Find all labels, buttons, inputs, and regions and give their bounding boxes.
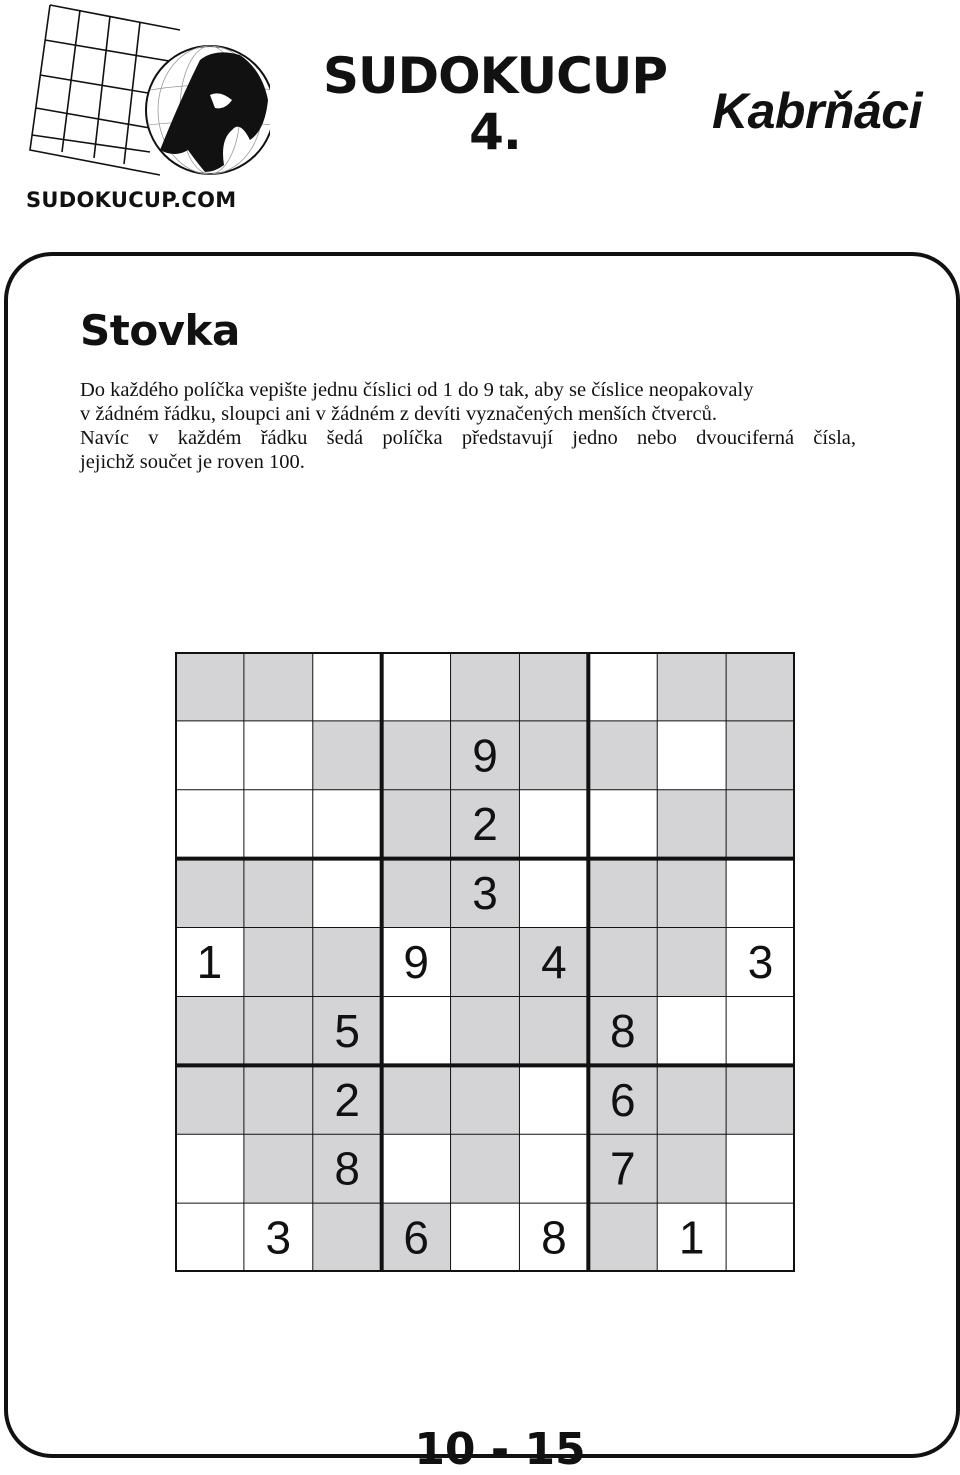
given-digit: 2 — [472, 798, 498, 851]
grid-cell-shaded[interactable] — [588, 1203, 657, 1272]
given-digit: 9 — [472, 729, 498, 782]
grid-cell[interactable] — [726, 859, 795, 928]
grid-cell-shaded[interactable] — [313, 721, 382, 790]
given-digit: 2 — [334, 1073, 361, 1126]
grid-cell[interactable] — [244, 721, 313, 790]
grid-cell[interactable] — [588, 790, 657, 859]
grid-cell-shaded[interactable] — [657, 928, 726, 997]
grid-cell-shaded[interactable] — [657, 1065, 726, 1134]
grid-cell-shaded[interactable] — [175, 859, 244, 928]
grid-cell-shaded[interactable] — [244, 1134, 313, 1203]
grid-cell[interactable] — [175, 1203, 244, 1272]
grid-cell-shaded[interactable] — [244, 1065, 313, 1134]
grid-cell-shaded[interactable] — [175, 1065, 244, 1134]
grid-cell[interactable] — [726, 1134, 795, 1203]
grid-cell[interactable] — [657, 721, 726, 790]
grid-cell[interactable] — [313, 652, 382, 721]
grid-cell[interactable] — [175, 1134, 244, 1203]
grid-cell-shaded[interactable] — [726, 790, 795, 859]
grid-cell[interactable] — [657, 996, 726, 1065]
grid-cell-shaded[interactable] — [519, 721, 588, 790]
given-digit: 3 — [472, 867, 498, 920]
grid-cell[interactable] — [519, 859, 588, 928]
grid-cell[interactable] — [726, 996, 795, 1065]
grid-cell-shaded[interactable] — [175, 996, 244, 1065]
given-digit: 6 — [403, 1211, 429, 1264]
given-digit: 6 — [609, 1073, 636, 1126]
team-name: Kabrňáci — [712, 83, 922, 139]
grid-cell-shaded[interactable] — [382, 859, 451, 928]
logo-text: SUDOKUCUP.COM — [26, 188, 237, 212]
sudokucup-logo — [10, 0, 270, 212]
grid-cell-shaded[interactable] — [451, 1134, 520, 1203]
grid-cell-shaded[interactable] — [175, 652, 244, 721]
given-digit: 8 — [609, 1004, 636, 1057]
puzzle-name: Stovka — [80, 306, 240, 355]
grid-cell-shaded[interactable] — [382, 721, 451, 790]
grid-cell[interactable] — [175, 721, 244, 790]
given-digit: 3 — [747, 936, 774, 988]
puzzle-instructions — [80, 378, 870, 474]
instruction-line: Do každého políčka vepište jednu číslici od 1 do 9 tak, aby se číslice neopakovaly — [80, 379, 754, 401]
grid-cell[interactable] — [382, 652, 451, 721]
given-digit: 1 — [678, 1211, 705, 1264]
grid-cell-shaded[interactable] — [726, 721, 795, 790]
grid-cell-shaded[interactable] — [313, 928, 382, 997]
instruction-line: jejichž součet je roven 100. — [80, 451, 305, 473]
globe-grid-icon — [10, 0, 270, 190]
grid-cell-shaded[interactable] — [519, 996, 588, 1065]
grid-cell-shaded[interactable] — [313, 1203, 382, 1272]
grid-cell-shaded[interactable] — [382, 1065, 451, 1134]
grid-cell-shaded[interactable] — [244, 859, 313, 928]
grid-cell-shaded[interactable] — [657, 652, 726, 721]
grid-cell[interactable] — [382, 1134, 451, 1203]
grid-cell[interactable] — [588, 652, 657, 721]
instruction-line: v žádném řádku, sloupci ani v žádném z devíti vyznačených menších čtverců. — [80, 403, 717, 425]
grid-cell[interactable] — [519, 1065, 588, 1134]
grid-cell-shaded[interactable] — [451, 996, 520, 1065]
given-digit: 8 — [541, 1211, 567, 1264]
grid-cell-shaded[interactable] — [519, 652, 588, 721]
grid-cell[interactable] — [244, 790, 313, 859]
grid-cell[interactable] — [519, 790, 588, 859]
grid-cell-shaded[interactable] — [657, 1134, 726, 1203]
grid-cell[interactable] — [451, 1203, 520, 1272]
grid-cell-shaded[interactable] — [657, 790, 726, 859]
grid-cell[interactable] — [726, 1203, 795, 1272]
grid-cell-shaded[interactable] — [588, 859, 657, 928]
grid-cell-shaded[interactable] — [244, 652, 313, 721]
grid-cell-shaded[interactable] — [451, 1065, 520, 1134]
instruction-line: Navíc v každém řádku šedá políčka představují jedno nebo dvouciferná čísla, — [80, 427, 856, 449]
given-digit: 3 — [265, 1211, 292, 1264]
grid-cell-shaded[interactable] — [244, 928, 313, 997]
solving-time: 10 - 15 — [414, 1424, 586, 1475]
grid-cell[interactable] — [175, 790, 244, 859]
given-digit: 5 — [334, 1004, 361, 1057]
grid-cell[interactable] — [313, 859, 382, 928]
given-digit: 4 — [541, 936, 567, 988]
grid-cell-shaded[interactable] — [588, 928, 657, 997]
event-title-line2: 4. — [469, 103, 521, 161]
event-title-line1: SUDOKUCUP — [322, 47, 668, 105]
grid-cell-shaded[interactable] — [588, 721, 657, 790]
grid-cell-shaded[interactable] — [726, 652, 795, 721]
sudoku-grid[interactable] — [175, 652, 795, 1272]
grid-cell-shaded[interactable] — [451, 928, 520, 997]
grid-cell-shaded[interactable] — [244, 996, 313, 1065]
grid-cell-shaded[interactable] — [657, 859, 726, 928]
sudoku-grid-svg — [175, 652, 795, 1272]
grid-cell[interactable] — [382, 996, 451, 1065]
given-digit: 1 — [196, 936, 223, 988]
given-digit: 9 — [403, 936, 429, 988]
given-digit: 8 — [334, 1142, 361, 1195]
grid-cell[interactable] — [519, 1134, 588, 1203]
grid-cell-shaded[interactable] — [726, 1065, 795, 1134]
grid-cell-shaded[interactable] — [382, 790, 451, 859]
given-digit: 7 — [609, 1142, 636, 1195]
grid-cell[interactable] — [313, 790, 382, 859]
event-title — [300, 48, 690, 160]
grid-cell-shaded[interactable] — [451, 652, 520, 721]
